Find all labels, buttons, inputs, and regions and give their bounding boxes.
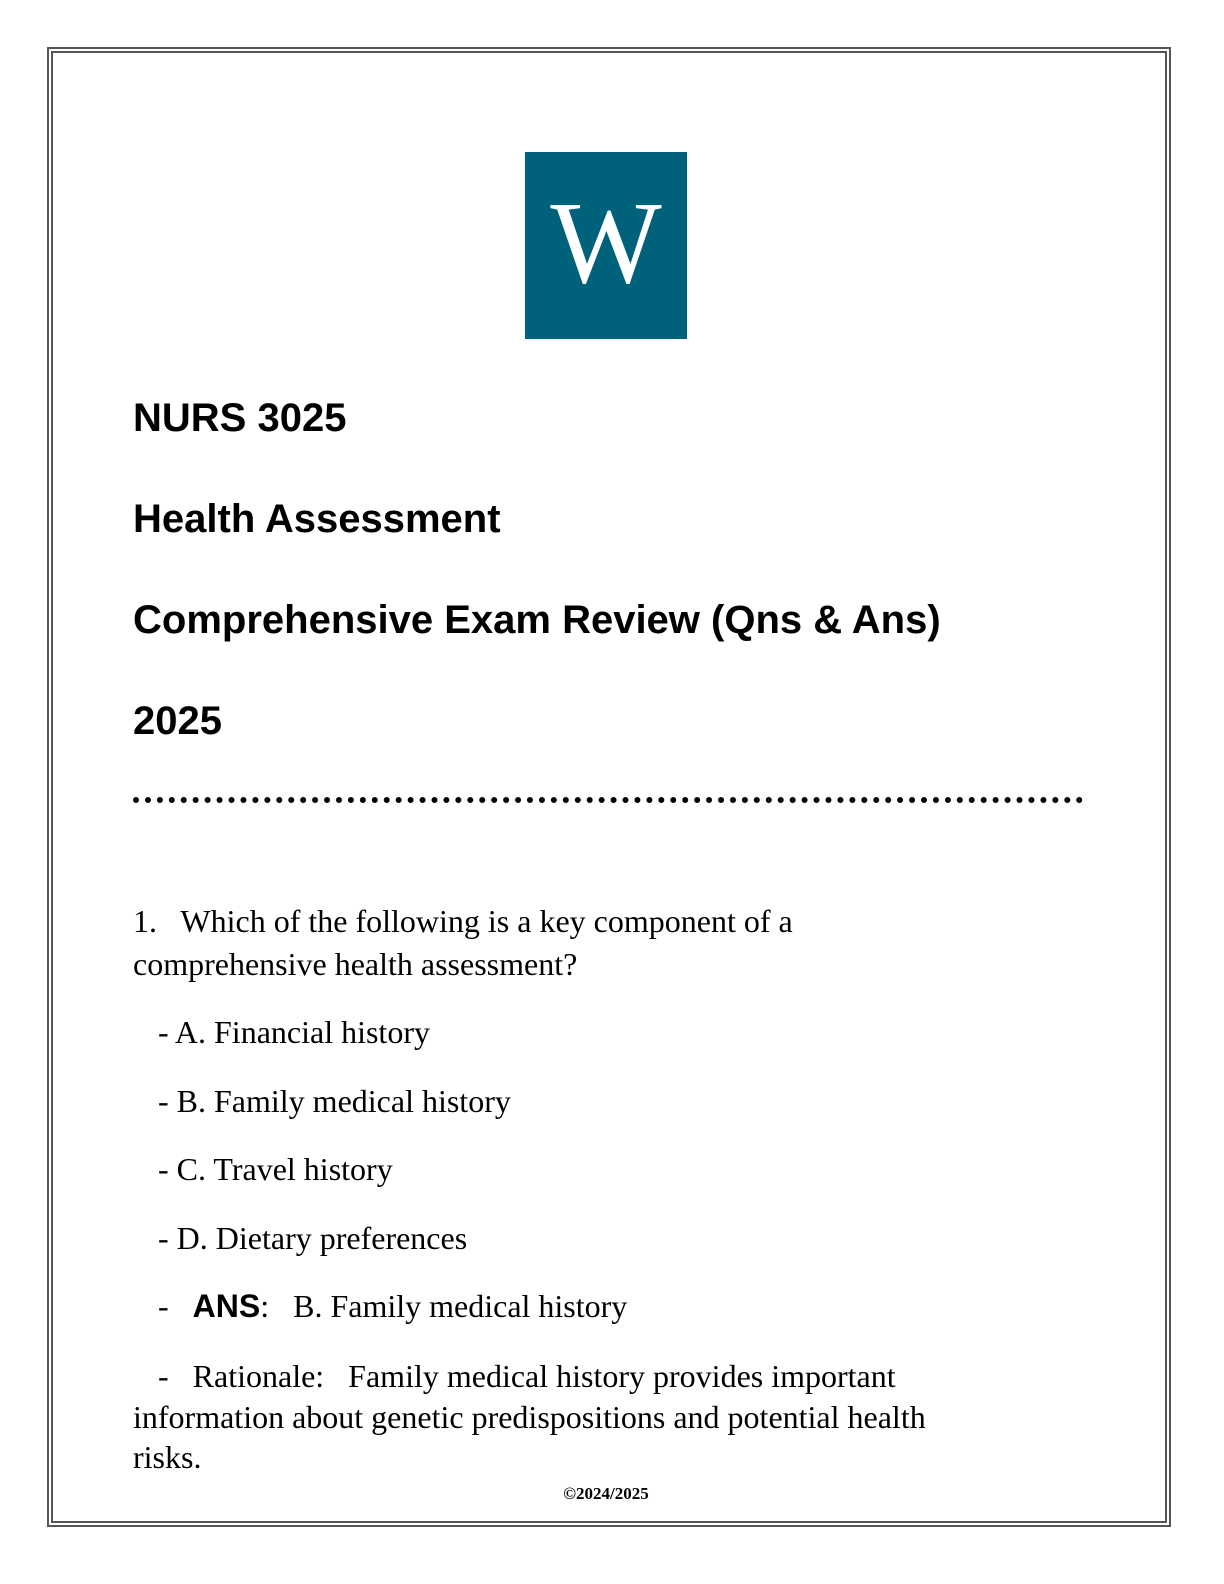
question-line-1	[133, 900, 793, 942]
document-title: Comprehensive Exam Review (Qns & Ans)	[133, 598, 941, 642]
dotted-divider	[133, 797, 1083, 803]
answer-line: - ANS: B. Family medical history	[158, 1288, 628, 1324]
option-b: - B. Family medical history	[158, 1083, 511, 1119]
question-line-2: comprehensive health assessment?	[133, 946, 578, 982]
answer-label: ANS	[192, 1288, 261, 1324]
rationale-line-1	[158, 1355, 896, 1397]
rationale-text: Family medical history provides important	[348, 1358, 896, 1394]
course-code: NURS 3025	[133, 396, 347, 440]
logo-letter: W	[550, 176, 662, 308]
rationale-bullet: -	[158, 1358, 169, 1394]
document-year: 2025	[133, 699, 222, 743]
option-c: - C. Travel history	[158, 1151, 393, 1187]
copyright-footer: ©2024/2025	[563, 1484, 649, 1503]
question-text: Which of the following is a key component of a	[180, 903, 793, 939]
rationale-label: Rationale:	[192, 1358, 325, 1394]
answer-bullet: -	[158, 1288, 169, 1324]
publisher-logo	[525, 152, 687, 339]
option-d: - D. Dietary preferences	[158, 1220, 468, 1256]
rationale-line-2: information about genetic predispositions and potential health	[133, 1399, 926, 1435]
course-name: Health Assessment	[133, 497, 501, 541]
option-a: - A. Financial history	[158, 1014, 430, 1050]
answer-value: B. Family medical history	[293, 1288, 628, 1324]
rationale-line-3: risks.	[133, 1439, 202, 1475]
question-number: 1.	[133, 903, 157, 939]
